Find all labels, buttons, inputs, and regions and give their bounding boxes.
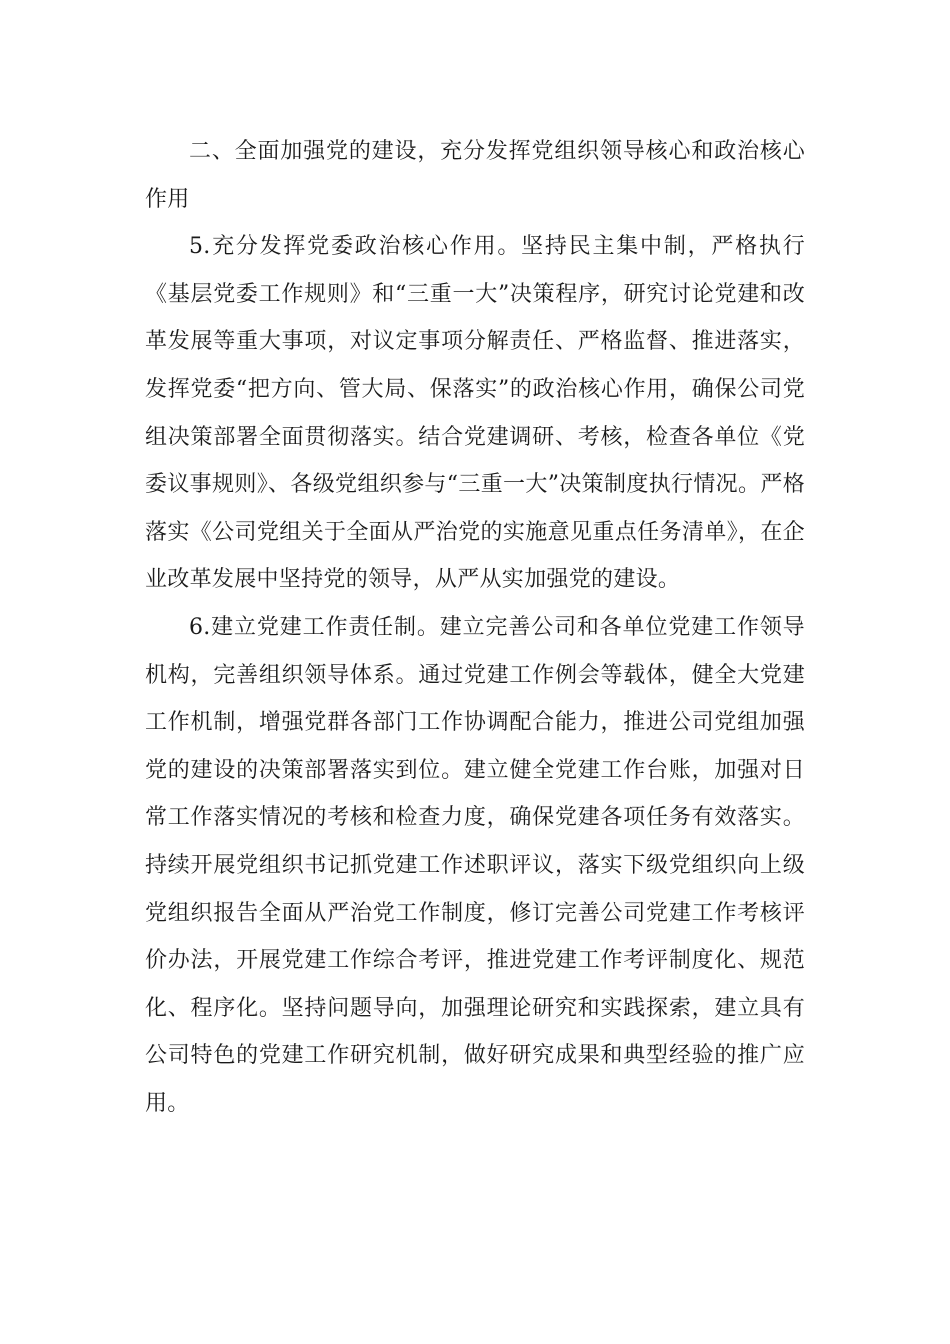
document-body bbox=[145, 128, 805, 1127]
section-heading: 二、全面加强党的建设，充分发挥党组织领导核心和政治核心作用 bbox=[145, 139, 805, 212]
paragraph-6: 6.建立党建工作责任制。建立完善公司和各单位党建工作领导机构，完善组织领导体系。通过党建工作例会等载体，健全大党建工作机制，增强党群各部门工作协调配合能力，推进公司党组加强党的建设的决策部署落实到位。建立健全党建工作台账，加强对日常工作落实情况的考核和检查力度，确保党建各项任务有效落实。持续开展党组织书记抓党建工作述职评议，落实下级党组织向上级党组织报告全面从严治党工作制度，修订完善公司党建工作考核评价办法，开展党建工作综合考评，推进党建工作考评制度化、规范化、程序化。坚持问题导向，加强理论研究和实践探索，建立具有公司特色的党建工作研究机制，做好研究成果和典型经验的推广应用。 bbox=[145, 614, 805, 1116]
paragraph-5: 5.充分发挥党委政治核心作用。坚持民主集中制，严格执行《基层党委工作规则》和“三重一大”决策程序，研究讨论党建和改革发展等重大事项，对议定事项分解责任、严格监督、推进落实，发挥党委“把方向、管大局、保落实”的政治核心作用，确保公司党组决策部署全面贯彻落实。结合党建调研、考核，检查各单位《党委议事规则》、各级党组织参与“三重一大”决策制度执行情况。严格落实《公司党组关于全面从严治党的实施意见重点任务清单》，在企业改革发展中坚持党的领导，从严从实加强党的建设。 bbox=[145, 234, 805, 593]
